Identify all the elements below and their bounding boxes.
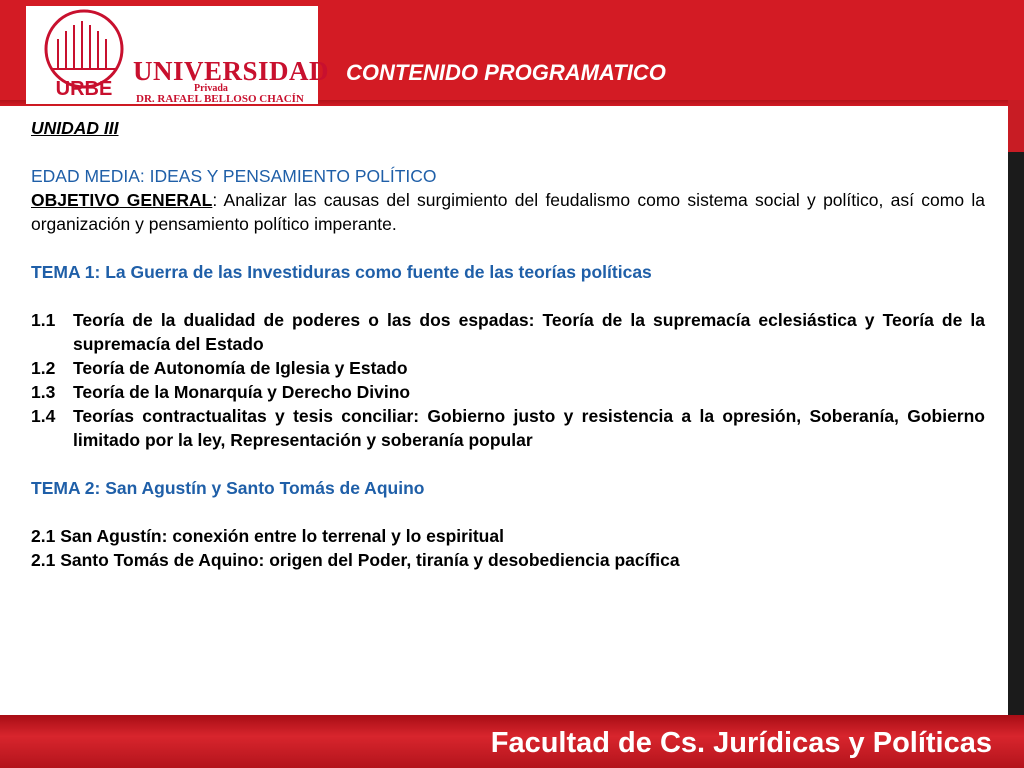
objective-paragraph [31, 188, 985, 236]
spacer [31, 236, 985, 260]
spacer [31, 140, 985, 164]
spacer [31, 452, 985, 476]
faculty-name: Facultad de Cs. Jurídicas y Políticas [490, 727, 992, 759]
objective-text: : Analizar las causas del surgimiento del feudalismo como sistema social y político, así como la organización y pensamiento político imperante. [31, 190, 985, 234]
list-item [31, 308, 985, 356]
right-dark-strip [1008, 152, 1024, 720]
item-number: 1.3 [31, 382, 56, 402]
list-item [31, 356, 985, 380]
item-text: Teoría de la dualidad de poderes o las dos espadas: Teoría de la supremacía eclesiástica y Teoría de la supremacía del Estado [73, 310, 985, 354]
item-text: Teoría de Autonomía de Iglesia y Estado [73, 358, 408, 378]
objective-label: OBJETIVO GENERAL [31, 190, 213, 210]
unit-heading: UNIDAD III [31, 118, 119, 138]
university-logo [26, 6, 330, 105]
subject-heading: EDAD MEDIA: IDEAS Y PENSAMIENTO POLÍTICO [31, 166, 437, 186]
item-text: Teoría de la Monarquía y Derecho Divino [73, 382, 411, 402]
item-number: 1.4 [31, 406, 56, 426]
item-number: 1.1 [31, 310, 56, 330]
logo-mark-text: URBE [55, 78, 113, 100]
list-item [31, 404, 985, 452]
list-item [31, 380, 985, 404]
slide-content [31, 116, 985, 572]
item-number: 1.2 [31, 358, 56, 378]
list-item: 2.1 Santo Tomás de Aquino: origen del Poder, tiranía y desobediencia pacífica [31, 550, 680, 570]
list-item: 2.1 San Agustín: conexión entre lo terrenal y lo espiritual [31, 526, 504, 546]
tema1-heading: TEMA 1: La Guerra de las Investiduras como fuente de las teorías políticas [31, 262, 652, 282]
university-emblem-icon [40, 9, 128, 101]
spacer [31, 284, 985, 308]
logo-founder-name: DR. RAFAEL BELLOSO CHACÍN [136, 93, 304, 105]
tema2-heading: TEMA 2: San Agustín y Santo Tomás de Aquino [31, 478, 425, 498]
item-text: Teorías contractualitas y tesis conciliar: Gobierno justo y resistencia a la opresión, Soberanía, Gobierno limitado por la ley, Representación y soberanía popular [73, 406, 985, 450]
spacer [31, 500, 985, 524]
logo-subtitle: Privada [194, 83, 228, 94]
page-title: CONTENIDO PROGRAMATICO [346, 60, 666, 85]
logo-university-name: UNIVERSIDAD [133, 56, 330, 86]
